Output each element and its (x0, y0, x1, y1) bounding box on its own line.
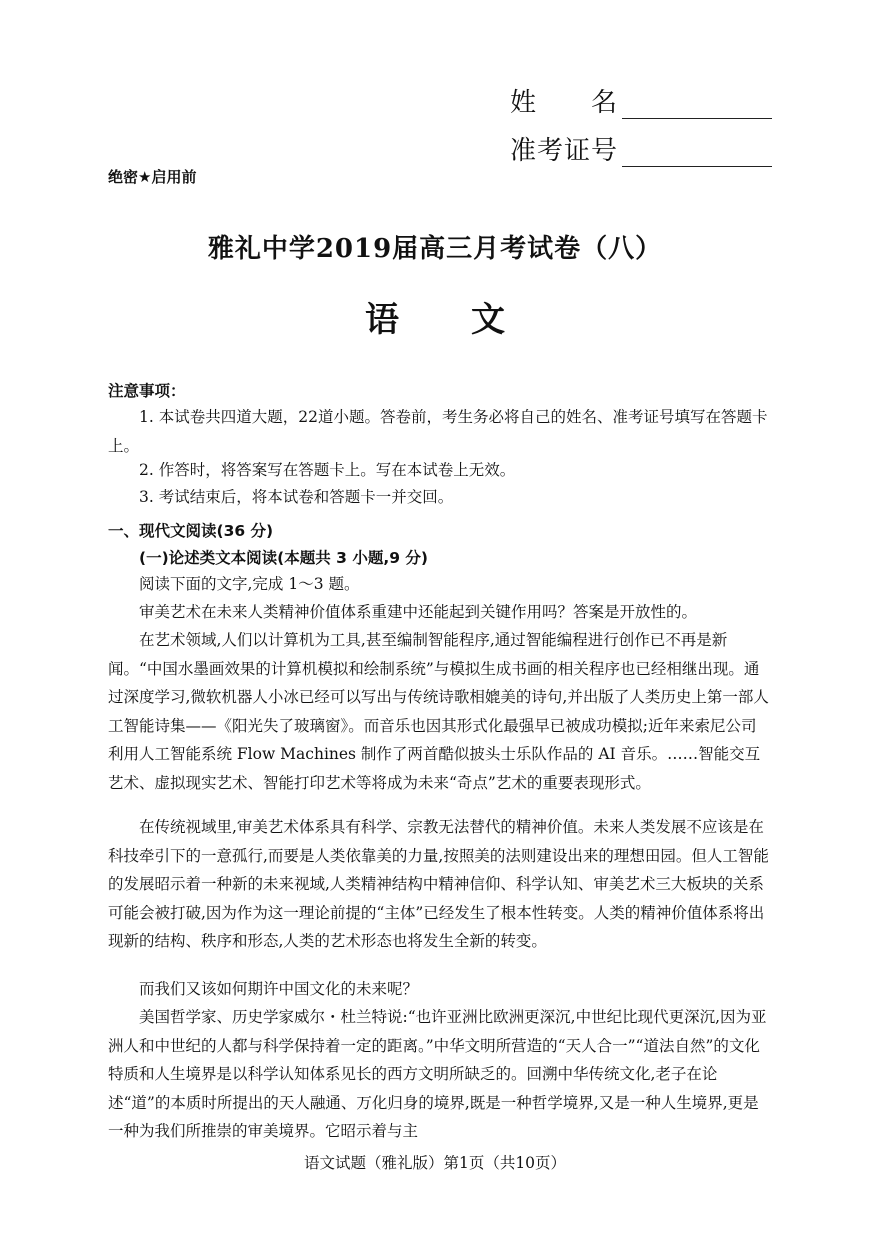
notice-heading: 注意事项： (108, 382, 186, 400)
name-field (510, 82, 772, 119)
subject-title (0, 292, 870, 341)
passage-paragraph-3: 在传统视域里,审美艺术体系具有科学、宗教无法替代的精神价值。未来人类发展不应该是在科技牵引下的一意孤行,而要是人类依靠美的力量,按照美的法则建设出来的理想田园。但人工智能的发展昭示着一种新的未来视域,人类精神结构中精神信仰、科学认知、审美艺术三大板块的关系可能会被打破,因为作为这一理论前提的“主体”已经发生了根本性转变。人类的精神价值体系将出现新的结构、秩序和形态,人类的艺术形态也将发生全新的转变。 (108, 818, 769, 950)
passage-paragraph-2: 在艺术领域,人们以计算机为工具,甚至编制智能程序,通过智能编程进行创作已不再是新闻。“中国水墨画效果的计算机模拟和绘制系统”与模拟生成书画的相关程序也已经相继出现。通过深度学习,微软机器人小冰已经可以写出与传统诗歌相媲美的诗句,并出版了人类历史上第一部人工智能诗集——《阳光失了玻璃窗》。而音乐也因其形式化最强早已被成功模拟;近年来索尼公司利用人工智能系统 Flow Machines 制作了两首酷似披头士乐队作品的 AI 音乐。……智能交互艺术、虚拟现实艺术、智能打印艺术等将成为未来“奇点”艺术的重要表现形式。 (108, 631, 769, 792)
notice-item-3: 3. 考试结束后，将本试卷和答题卡一并交回。 (139, 488, 454, 506)
exam-id-label: 准考证号 (510, 136, 619, 166)
reading-instruction: 阅读下面的文字,完成 1～3 题。 (139, 575, 360, 593)
name-blank[interactable] (622, 92, 772, 119)
exam-id-blank[interactable] (622, 140, 772, 167)
section-heading: 一、现代文阅读(36 分) (108, 522, 274, 540)
exam-title: 雅礼中学2019届高三月考试卷（八） (207, 234, 663, 264)
secret-mark: 绝密★启用前 (108, 168, 197, 186)
page-footer: 语文试题（雅礼版）第1页（共10页） (303, 1154, 567, 1172)
subject-char-1: 语 (365, 300, 399, 340)
passage-paragraph-1: 审美艺术在未来人类精神价值体系重建中还能起到关键作用吗？答案是开放性的。 (139, 603, 698, 621)
passage-paragraph-5: 美国哲学家、历史学家威尔・杜兰特说:“也许亚洲比欧洲更深沉,中世纪比现代更深沉,因为亚洲人和中世纪的人都与科学保持着一定的距离。”中华文明所营造的“天人合一”“道法自然”的文化特质和人生境界是以科学认知体系见长的西方文明所缺乏的。回溯中华传统文化,老子在论述“道”的本质时所提出的天人融通、万化归身的境界,既是一种哲学境界,又是一种人生境界,更是一种为我们所推崇的审美境界。它昭示着与主 (108, 1008, 767, 1140)
name-label: 姓 名 (510, 88, 619, 118)
passage-paragraph-4: 而我们又该如何期许中国文化的未来呢？ (139, 980, 419, 998)
notice-item-1: 1. 本试卷共四道大题，22道小题。答卷前，考生务必将自己的姓名、准考证号填写在答题卡上。 (108, 408, 768, 455)
notice-item-2: 2. 作答时，将答案写在答题卡上。写在本试卷上无效。 (139, 461, 516, 479)
exam-id-field (510, 130, 772, 167)
section-sub-heading: (一)论述类文本阅读(本题共 3 小题,9 分) (139, 549, 428, 567)
subject-char-2: 文 (471, 300, 505, 340)
